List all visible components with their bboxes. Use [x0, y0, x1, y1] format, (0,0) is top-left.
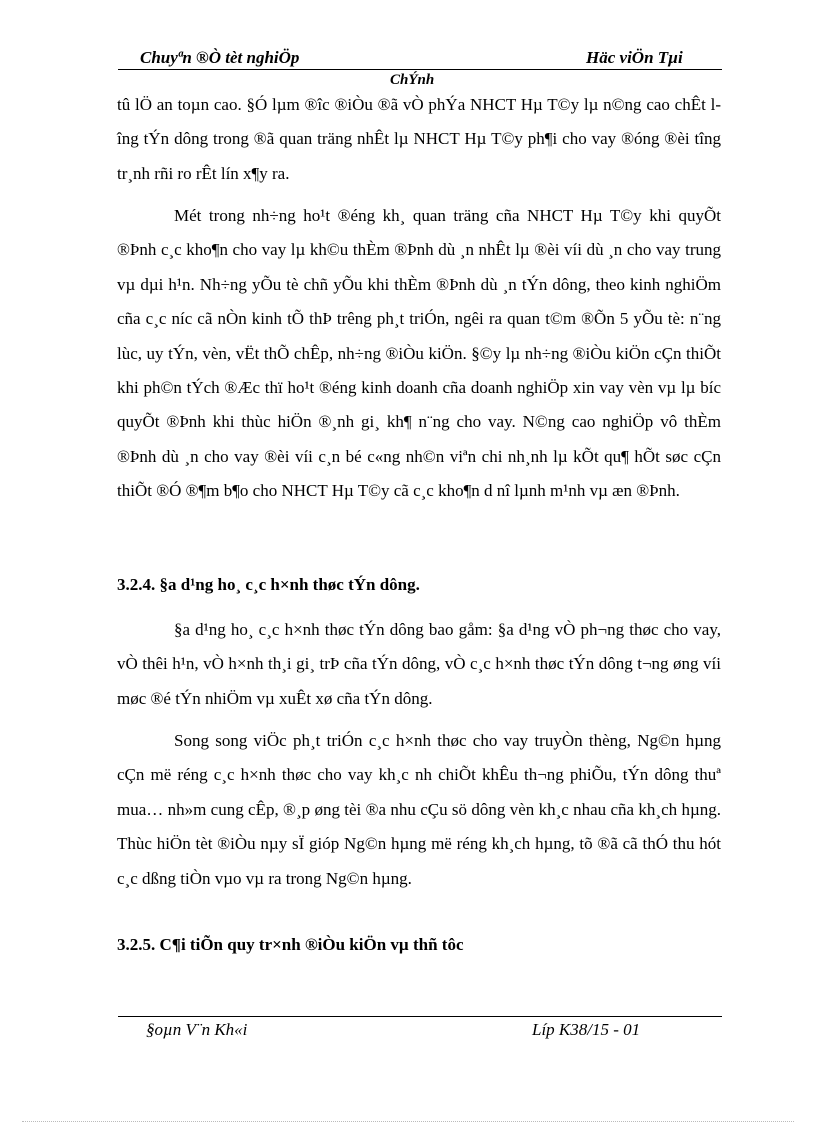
header-institution-continued: ChÝnh: [390, 72, 435, 88]
header-rule: [118, 69, 722, 70]
footer-class: Líp K38/15 - 01: [532, 1020, 641, 1039]
paragraph-2: Mét trong nh÷ng ho¹t ®éng kh¸ quan träng cña NHCT Hµ T©y khi quyÕt ®Þnh c¸c kho¶n cho vay lµ kh©u thÈm ®Þnh dù ¸n nhÊt lµ ®èi víi dù ¸n cho vay trung vµ dµi h¹n. Nh÷ng yÕu tè chñ yÕu khi thÈm ®Þnh dù ¸n tÝn dông, theo kinh nghiÖm cña c¸c níc cã nÒn kinh tÕ thÞ trêng ph¸t triÓn, ngêi ra quan t©m ®Õn 5 yÕu tè: n¨ng lùc, uy tÝn, vèn, vËt thÕ chÊp, nh÷ng ®iÒu kiÖn. §©y lµ nh÷ng ®iÒu kiÖn cÇn thiÕt khi ph©n tÝch ®Æc thï ho¹t ®éng kinh doanh cña doanh nghiÖp xin vay vèn vµ lµ bíc quyÕt ®Þnh khi thùc hiÖn ®¸nh gi¸ kh¶ n¨ng cho vay. N©ng cao nghiÖp vô thÈm ®Þnh dù ¸n cho vay ®èi víi c¸n bé c«ng nh©n viªn chi nh¸nh lµ kÕt qu¶ hÕt søc cÇn thiÕt ®Ó ®¶m b¶o cho NHCT Hµ T©y cã c¸c kho¶n d nî lµnh m¹nh vµ æn ®Þnh.: [117, 206, 721, 501]
footer-author: §oµn V¨n Kh«i: [146, 1020, 248, 1039]
footer-rule: [118, 1016, 722, 1017]
section-heading-3-2-4: 3.2.4. §a d¹ng ho¸ c¸c h×nh thøc tÝn dông.: [117, 575, 420, 594]
page-edge: [22, 1121, 794, 1122]
paragraph-1: tû lÖ an toµn cao. §Ó lµm ®îc ®iÒu ®ã vÒ phÝa NHCT Hµ T©y lµ n©ng cao chÊt lîng tÝn dông trong ®ã quan träng nhÊt lµ NHCT Hµ T©y ph¶i cho vay ®óng ®èi tîng tr¸nh rñi ro rÊt lín x¶y ra.: [117, 95, 721, 183]
header-title: Chuyªn ®Ò tèt nghiÖp: [140, 48, 300, 67]
paragraph-4: Song song viÖc ph¸t triÓn c¸c h×nh thøc cho vay truyÒn thèng, Ng©n hµng cÇn më réng c¸c h×nh thøc cho vay kh¸c nh chiÕt khÊu th¬ng phiÕu, tÝn dông thuª mua… nh»m cung cÊp, ®¸p øng tèi ®a nhu cÇu sö dông vèn kh¸c nhau cña kh¸ch hµng. Thùc hiÖn tèt ®iÒu nµy sÏ gióp Ng©n hµng më réng kh¸ch hµng, tõ ®ã cã thÓ thu hót c¸c dßng tiÒn vµo vµ ra trong Ng©n hµng.: [117, 731, 721, 888]
paragraph-3: §a d¹ng ho¸ c¸c h×nh thøc tÝn dông bao gåm: §a d¹ng vÒ ph¬ng thøc cho vay, vÒ thêi h¹n, vÒ h×nh th¸i gi¸ trÞ cña tÝn dông, vÒ c¸c h×nh thøc tÝn dông t¬ng øng víi møc ®é tÝn nhiÖm vµ xuÊt xø cña tÝn dông.: [117, 620, 721, 708]
section-heading-3-2-5: 3.2.5. C¶i tiÕn quy tr×nh ®iÒu kiÖn vµ thñ tôc: [117, 935, 464, 954]
header-institution: Häc viÖn Tµi: [586, 48, 683, 67]
